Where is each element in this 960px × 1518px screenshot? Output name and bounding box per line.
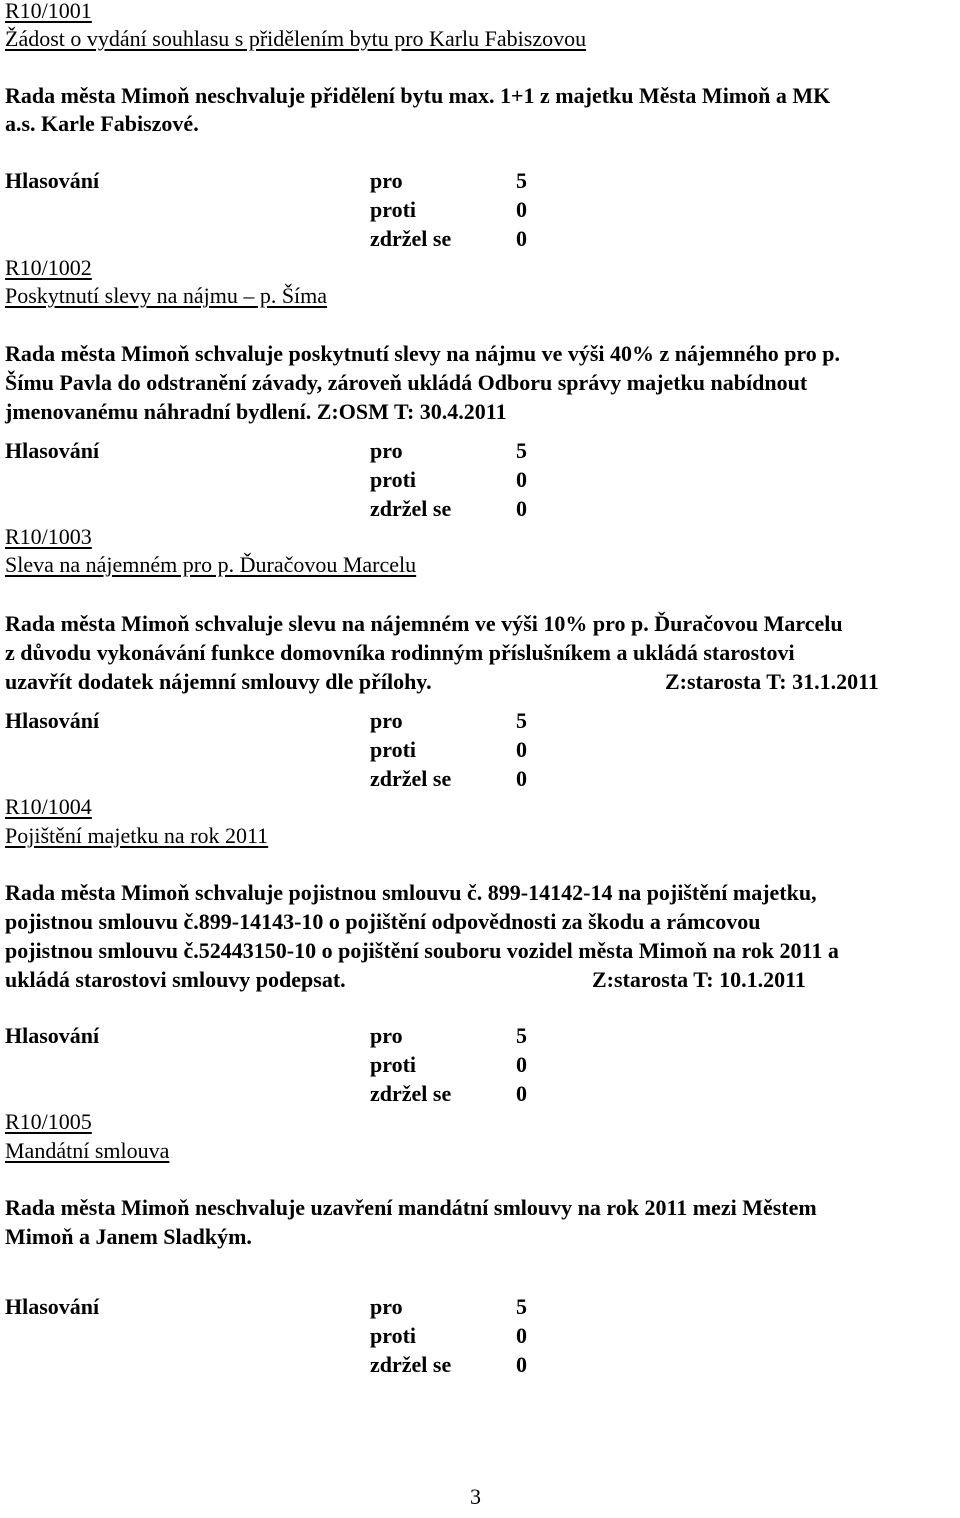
vote-abstain-value: 0 <box>516 226 527 251</box>
vote-abstain-label: zdržel se <box>370 1081 452 1106</box>
vote-for-value: 5 <box>516 168 527 193</box>
resolution-text: uzavřít dodatek nájemní smlouvy dle přílohy. <box>5 669 432 694</box>
resolution-text: Rada města Mimoň schvaluje poskytnutí slevy na nájmu ve výši 40% z nájemného pro p. <box>5 341 841 366</box>
resolution-text: a.s. Karle Fabiszové. <box>5 111 199 136</box>
vote-label: Hlasování <box>5 168 100 193</box>
resolution-text: z důvodu vykonávání funkce domovníka rodinným příslušníkem a ukládá starostovi <box>5 640 795 665</box>
resolution-title: Mandátní smlouva <box>5 1138 170 1163</box>
vote-against-value: 0 <box>516 1323 527 1348</box>
vote-label: Hlasování <box>5 708 100 733</box>
vote-against-value: 0 <box>516 467 527 492</box>
vote-against-value: 0 <box>516 737 527 762</box>
vote-label: Hlasování <box>5 1023 100 1048</box>
page-number: 3 <box>470 1484 481 1509</box>
vote-label: Hlasování <box>5 1294 100 1319</box>
vote-for-value: 5 <box>516 1294 527 1319</box>
vote-for-label: pro <box>370 1023 403 1048</box>
vote-abstain-value: 0 <box>516 496 527 521</box>
vote-against-label: proti <box>370 197 417 222</box>
resolution-title: Sleva na nájemném pro p. Ďuračovou Marcelu <box>5 552 417 577</box>
resolution-text: Šímu Pavla do odstranění závady, zároveň ukládá Odboru správy majetku nabídnout <box>5 370 808 395</box>
resolution-text: Rada města Mimoň schvaluje slevu na nájemném ve výši 10% pro p. Ďuračovou Marcelu <box>5 611 843 636</box>
vote-abstain-label: zdržel se <box>370 766 452 791</box>
vote-for-value: 5 <box>516 438 527 463</box>
responsible-deadline: Z:starosta T: 10.1.2011 <box>592 967 806 992</box>
vote-for-label: pro <box>370 708 403 733</box>
resolution-code: R10/1003 <box>5 524 92 549</box>
vote-abstain-label: zdržel se <box>370 226 452 251</box>
resolution-text: Rada města Mimoň neschvaluje uzavření mandátní smlouvy na rok 2011 mezi Městem <box>5 1195 817 1220</box>
resolution-text: Rada města Mimoň neschvaluje přidělení bytu max. 1+1 z majetku Města Mimoň a MK <box>5 83 831 108</box>
vote-abstain-value: 0 <box>516 766 527 791</box>
vote-abstain-label: zdržel se <box>370 1352 452 1377</box>
vote-abstain-label: zdržel se <box>370 496 452 521</box>
vote-against-label: proti <box>370 1052 417 1077</box>
vote-for-label: pro <box>370 168 403 193</box>
resolution-text: pojistnou smlouvu č.899-14143-10 o pojištění odpovědnosti za škodu a rámcovou <box>5 909 761 934</box>
vote-against-value: 0 <box>516 1052 527 1077</box>
vote-abstain-value: 0 <box>516 1352 527 1377</box>
resolution-code: R10/1002 <box>5 255 92 280</box>
resolution-text: jmenovanému náhradní bydlení. Z:OSM T: 30.4.2011 <box>5 399 507 424</box>
responsible-deadline: Z:starosta T: 31.1.2011 <box>665 669 879 694</box>
vote-for-label: pro <box>370 438 403 463</box>
vote-label: Hlasování <box>5 438 100 463</box>
vote-against-label: proti <box>370 1323 417 1348</box>
vote-against-label: proti <box>370 737 417 762</box>
resolution-title: Žádost o vydání souhlasu s přidělením bytu pro Karlu Fabiszovou <box>5 26 587 51</box>
vote-against-label: proti <box>370 467 417 492</box>
vote-abstain-value: 0 <box>516 1081 527 1106</box>
resolution-title: Poskytnutí slevy na nájmu – p. Šíma <box>5 283 328 308</box>
resolution-code: R10/1004 <box>5 794 92 819</box>
vote-for-value: 5 <box>516 708 527 733</box>
vote-against-value: 0 <box>516 197 527 222</box>
resolution-code: R10/1005 <box>5 1109 92 1134</box>
resolution-code: R10/1001 <box>5 0 92 23</box>
resolution-text: Rada města Mimoň schvaluje pojistnou smlouvu č. 899-14142-14 na pojištění majetku, <box>5 880 817 905</box>
vote-for-label: pro <box>370 1294 403 1319</box>
vote-for-value: 5 <box>516 1023 527 1048</box>
resolution-text: ukládá starostovi smlouvy podepsat. <box>5 967 346 992</box>
resolution-text: Mimoň a Janem Sladkým. <box>5 1224 252 1249</box>
resolution-title: Pojištění majetku na rok 2011 <box>5 823 269 848</box>
resolution-text: pojistnou smlouvu č.52443150-10 o pojištění souboru vozidel města Mimoň na rok 2011 a <box>5 938 839 963</box>
